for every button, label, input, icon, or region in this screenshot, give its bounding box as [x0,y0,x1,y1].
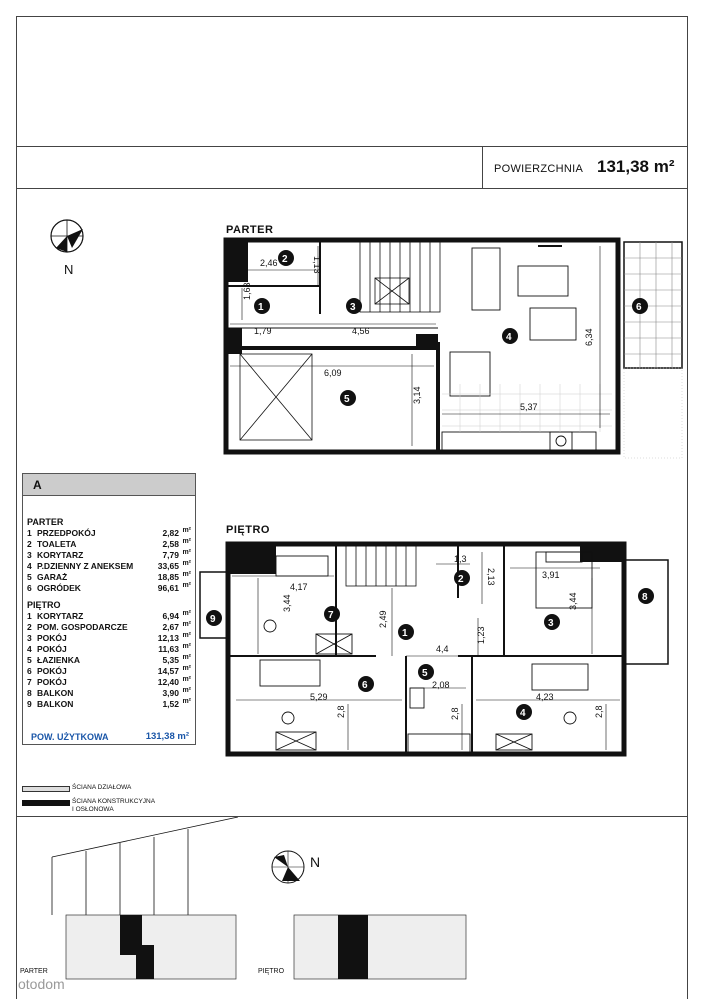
area-label: POWIERZCHNIA [494,163,584,175]
legend-row: 3 POKÓJ 12,13 m² [27,632,191,643]
pietro-dim-8: 4,4 [436,644,449,654]
pietro-room-6: 6 [362,680,368,691]
pietro-room-9: 9 [210,614,216,625]
parter-dim-5: 4,56 [352,326,370,336]
pietro-dim-1: 4,17 [290,582,308,592]
legend-row: 6 OGRÓDEK 96,61 m² [27,582,191,593]
pietro-dim-3: 2,13 [486,568,496,586]
pietro-dim-10: 2,08 [432,680,450,690]
parter-title: PARTER [226,224,274,236]
legend-unit: A [23,474,195,496]
legend-row: 1 PRZEDPOKÓJ 2,82 m² [27,527,191,538]
parter-dim-4: 1,79 [254,326,272,336]
parter-room-3: 3 [350,302,356,313]
parter-room-5: 5 [344,394,350,405]
parter-room-4: 4 [506,332,512,343]
structural-wall-label-1: ŚCIANA KONSTRUKCYJNA [72,798,156,805]
legend-row: 4 POKÓJ 11,63 m² [27,643,191,654]
frame-line [16,146,688,147]
parter-dim-3: 1,63 [242,282,252,300]
pietro-dim-14: 4,23 [536,692,554,702]
pietro-room-1: 1 [402,628,408,639]
pietro-room-4: 4 [520,708,526,719]
parter-room-6: 6 [636,302,642,313]
pietro-dim-7: 1,23 [476,626,486,644]
parter-dim-7: 3,14 [412,386,422,404]
parter-dim-6: 6,09 [324,368,342,378]
pietro-dim-2: 1,3 [454,554,467,564]
watermark-logo: otodom [18,976,65,992]
legend-row: 1 KORYTARZ 6,94 m² [27,610,191,621]
compass-icon [48,218,88,258]
pietro-room-3: 3 [548,618,554,629]
parter-dim-8: 6,34 [584,328,594,346]
pietro-title: PIĘTRO [226,524,270,536]
pietro-dim-12: 2,8 [336,705,346,718]
parter-room-1: 1 [258,302,264,313]
pietro-room-5: 5 [422,668,428,679]
structural-wall-swatch [22,800,70,806]
frame-line [482,146,483,188]
legend-row: 9 BALKON 1,52 m² [27,698,191,709]
legend-section-parter: PARTER [27,517,64,527]
pietro-dim-15: 2,8 [594,705,604,718]
pietro-room-2: 2 [458,574,464,585]
partition-wall-swatch [22,786,70,792]
parter-dim-2: 1,13 [312,256,322,274]
key-plan-label-parter: PARTER [20,968,48,975]
room-legend [22,473,196,745]
pietro-dim-4: 3,91 [542,570,560,580]
legend-row: 5 ŁAZIENKA 5,35 m² [27,654,191,665]
partition-wall-label: ŚCIANA DZIAŁOWA [72,784,132,791]
pietro-room-8: 8 [642,592,648,603]
key-plan [16,817,688,999]
pietro-plan [196,538,686,760]
pietro-dim-9: 3,44 [568,592,578,610]
legend-row: 4 P.DZIENNY Z ANEKSEM 33,65 m² [27,560,191,571]
compass2-label: N [310,854,321,870]
parter-plan [220,234,690,464]
total-area-label: POW. UŻYTKOWA [31,732,109,742]
legend-section-pietro: PIĘTRO [27,600,61,610]
legend-row: 6 POKÓJ 14,57 m² [27,665,191,676]
pietro-dim-11: 5,29 [310,692,328,702]
legend-row: 5 GARAŻ 18,85 m² [27,571,191,582]
parter-room-2: 2 [282,254,288,265]
compass-label: N [64,262,74,277]
legend-row: 2 POM. GOSPODARCZE 2,67 m² [27,621,191,632]
legend-row: 8 BALKON 3,90 m² [27,687,191,698]
parter-dim-9: 5,37 [520,402,538,412]
pietro-room-7: 7 [328,610,334,621]
pietro-dim-6: 2,49 [378,610,388,628]
legend-row: 2 TOALETA 2,58 m² [27,538,191,549]
pietro-dim-13: 2,8 [450,707,460,720]
key-plan-label-pietro: PIĘTRO [258,968,285,975]
parter-dim-1: 2,46 [260,258,278,268]
structural-wall-label-2: I OSŁONOWA [72,806,114,813]
frame-line [16,188,688,189]
pietro-room-markers [206,570,654,720]
legend-row: 3 KORYTARZ 7,79 m² [27,549,191,560]
total-area-value: 131,38 m² [145,731,189,742]
legend-row: 7 POKÓJ 12,40 m² [27,676,191,687]
pietro-dim-5: 3,44 [282,594,292,612]
area-value: 131,38 m² [597,157,675,176]
